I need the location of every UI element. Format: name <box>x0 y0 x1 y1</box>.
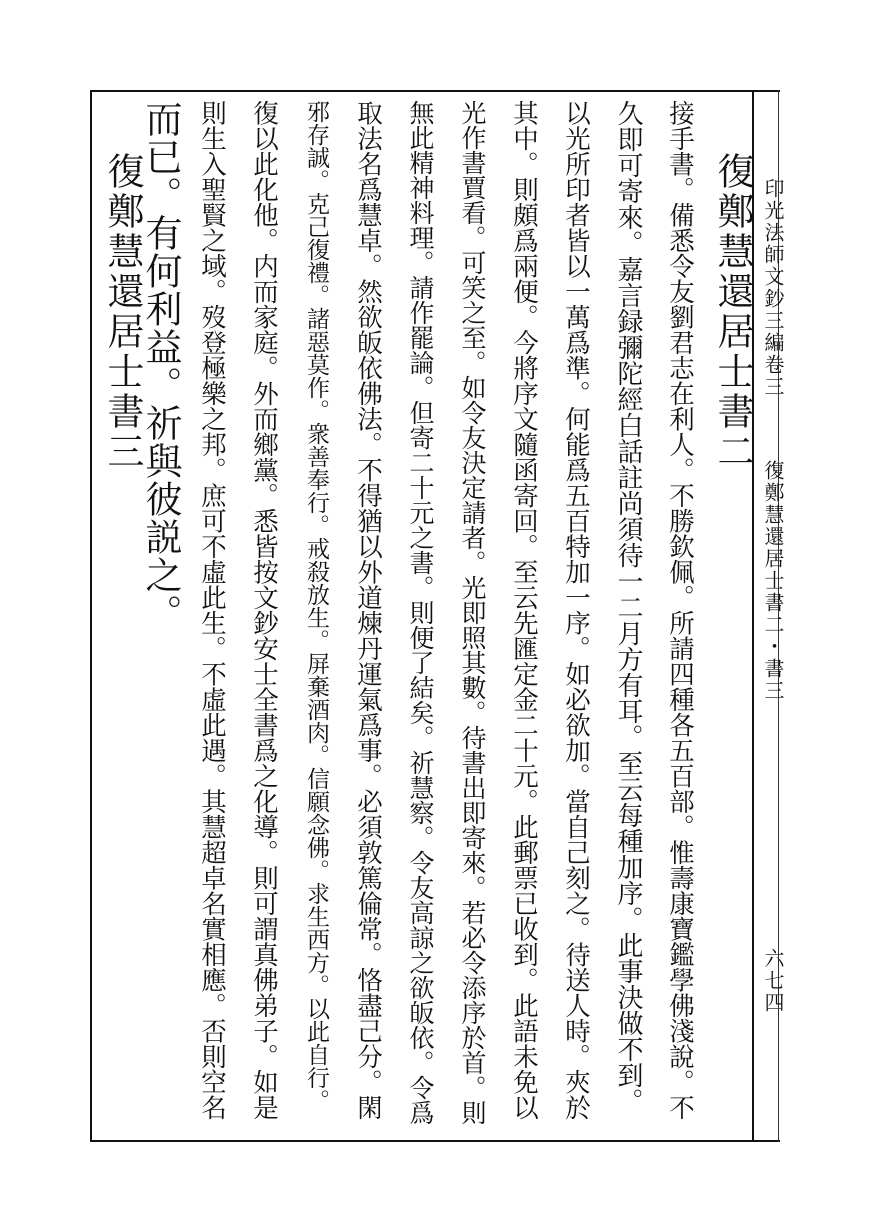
text-column: 邪存誠。克己復禮。諸惡莫作。衆善奉行。戒殺放生。屏棄酒肉。信願念佛。求生西方。以此自行。 <box>303 100 329 1112</box>
text-column: 而已。有何利益。祈與彼説之。 <box>139 100 182 632</box>
frame-bottom-rule <box>90 1140 780 1142</box>
next-letter-title: 復鄭慧還居士書三 <box>101 152 144 472</box>
section-title: 復鄭慧還居士書二・書三 <box>761 460 785 702</box>
text-column: 取法名爲慧卓。然欲皈依佛法。不得猶以外道煉丹運氣爲事。必須敦篤倫常。恪盡己分。閑 <box>353 100 383 1120</box>
text-column: 以光所印者皆以一萬爲準。何能爲五百特加一序。如必欲加。當自己刻之。待送人時。夾於 <box>561 100 591 1120</box>
page-number: 六七四 <box>761 948 785 1014</box>
text-column: 光作書賈看。可笑之至。如令友決定請者。光即照其數。待書出即寄來。若必令添序於首。則 <box>458 100 487 1125</box>
text-column: 其中。則頗爲兩便。今將序文隨函寄回。至云先匯定金二十元。此郵票已收到。此語未免以 <box>509 100 539 1120</box>
text-column: 則生入聖賢之域。歿登極樂之邦。庶可不虛此生。不虛此遇。其慧超卓名實相應。否則空名 <box>197 100 227 1120</box>
text-column: 久即可寄來。嘉言録彌陀經白話註尚須待一二月方有耳。至云每種加序。此事決做不到。 <box>613 100 643 1114</box>
book-title: 印光法師文鈔三編卷三 <box>761 178 785 398</box>
frame-left-rule <box>90 90 92 1142</box>
letter-title: 復鄭慧還居士書二 <box>711 152 754 472</box>
text-column: 接手書。備悉令友劉君志在利人。不勝欽佩。所請四種各五百部。惟壽康寶鑑學佛淺說。不 <box>665 100 695 1120</box>
text-column: 無此精神料理。請作罷論。但寄二十元之書。則便了結矣。祈慧察。令友高諒之欲皈依。令爲 <box>406 100 435 1125</box>
frame-top-rule <box>90 90 780 92</box>
text-column: 復以此化他。内而家庭。外而鄉黨。悉皆按文鈔安士全書爲之化導。則可謂真佛弟子。如是 <box>249 100 279 1120</box>
